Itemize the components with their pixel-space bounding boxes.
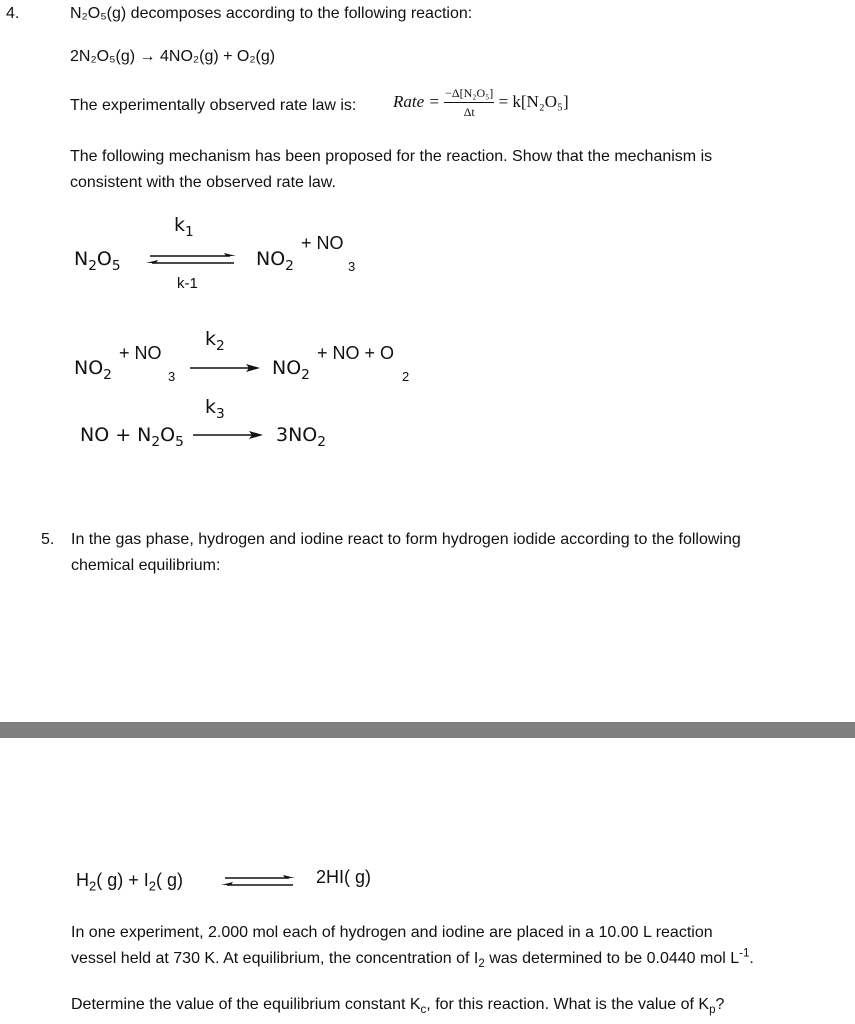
- mechanism-text-line2: consistent with the observed rate law.: [70, 174, 336, 191]
- question-4-number: 4.: [6, 5, 20, 22]
- step3-product: $3NO_2$: [276, 424, 326, 450]
- equilibrium-product: 2HI( g): [316, 867, 372, 887]
- rate-label: Rate =: [393, 91, 440, 111]
- task-line: Determine the value of the equilibrium constant $K_c$, for this reaction. What is the value of $K_p$?: [71, 996, 725, 1017]
- rate-law-expression: [393, 86, 569, 120]
- step2-reactant-no3: + NO: [119, 343, 162, 363]
- mechanism-text-line1: The following mechanism has been proposed for the reaction. Show that the mechanism is: [70, 148, 713, 165]
- rate-fraction: [444, 86, 494, 120]
- step1-product-no2: $NO_2$: [256, 248, 294, 274]
- intro-text: decomposes according to the following reaction:: [126, 5, 473, 22]
- step1-k-reverse: k-1: [177, 275, 198, 292]
- question-4-intro: [70, 5, 472, 23]
- page-divider: [0, 722, 855, 738]
- step2-reactant-no2: $NO_2$: [74, 357, 112, 383]
- step1-reactant: $N_2O_5$: [74, 248, 121, 274]
- question-5-line1: In the gas phase, hydrogen and iodine react to form hydrogen iodide according to the following: [71, 531, 741, 548]
- step3-arrow: [193, 430, 265, 440]
- experiment-line1: In one experiment, 2.000 mol each of hydrogen and iodine are placed in a 10.00 L reaction: [71, 924, 713, 941]
- step2-arrow: [190, 363, 262, 373]
- equilibrium-reactants: $H_2$( $g) + I_2$( g): [76, 870, 183, 894]
- step3-reactant: NO + $N_2O_5$: [80, 424, 184, 450]
- overall-reaction: 2N₂O₅(g) → 4NO₂(g) + O₂(g): [70, 48, 276, 65]
- equilibrium-arrow: [221, 874, 297, 890]
- step1-k-forward: $k_1$: [174, 214, 194, 240]
- experiment-line2: vessel held at 730 K. At equilibrium, the concentration of $I_2$ was determined to be 0.0440 mol $L^{-1}$.: [71, 947, 754, 971]
- step1-product-no3-subscript: 3: [348, 259, 356, 274]
- question-5-number: 5.: [41, 531, 55, 548]
- question-5-line2: chemical equilibrium:: [71, 557, 221, 574]
- step2-product-no2: $NO_2$: [272, 357, 310, 383]
- step3-rate-constant: $k_3$: [205, 396, 225, 422]
- rate-law-intro: The experimentally observed rate law is:: [70, 97, 357, 114]
- step2-rate-constant: $k_2$: [205, 328, 225, 354]
- step2-product-no-o2: + NO + O: [317, 343, 395, 363]
- step1-equilibrium-arrow: [146, 252, 238, 268]
- rate-numerator: −Δ[N₂O₅]: [444, 86, 494, 103]
- step1-product-no3: + NO: [301, 233, 344, 253]
- step2-product-o2-subscript: 2: [402, 369, 410, 384]
- rate-rhs: = k[N₂O₅]: [498, 91, 569, 111]
- rate-denominator: Δt: [463, 105, 475, 119]
- intro-formula: N₂O₅(g): [70, 5, 127, 22]
- step2-reactant-no3-subscript: 3: [168, 369, 176, 384]
